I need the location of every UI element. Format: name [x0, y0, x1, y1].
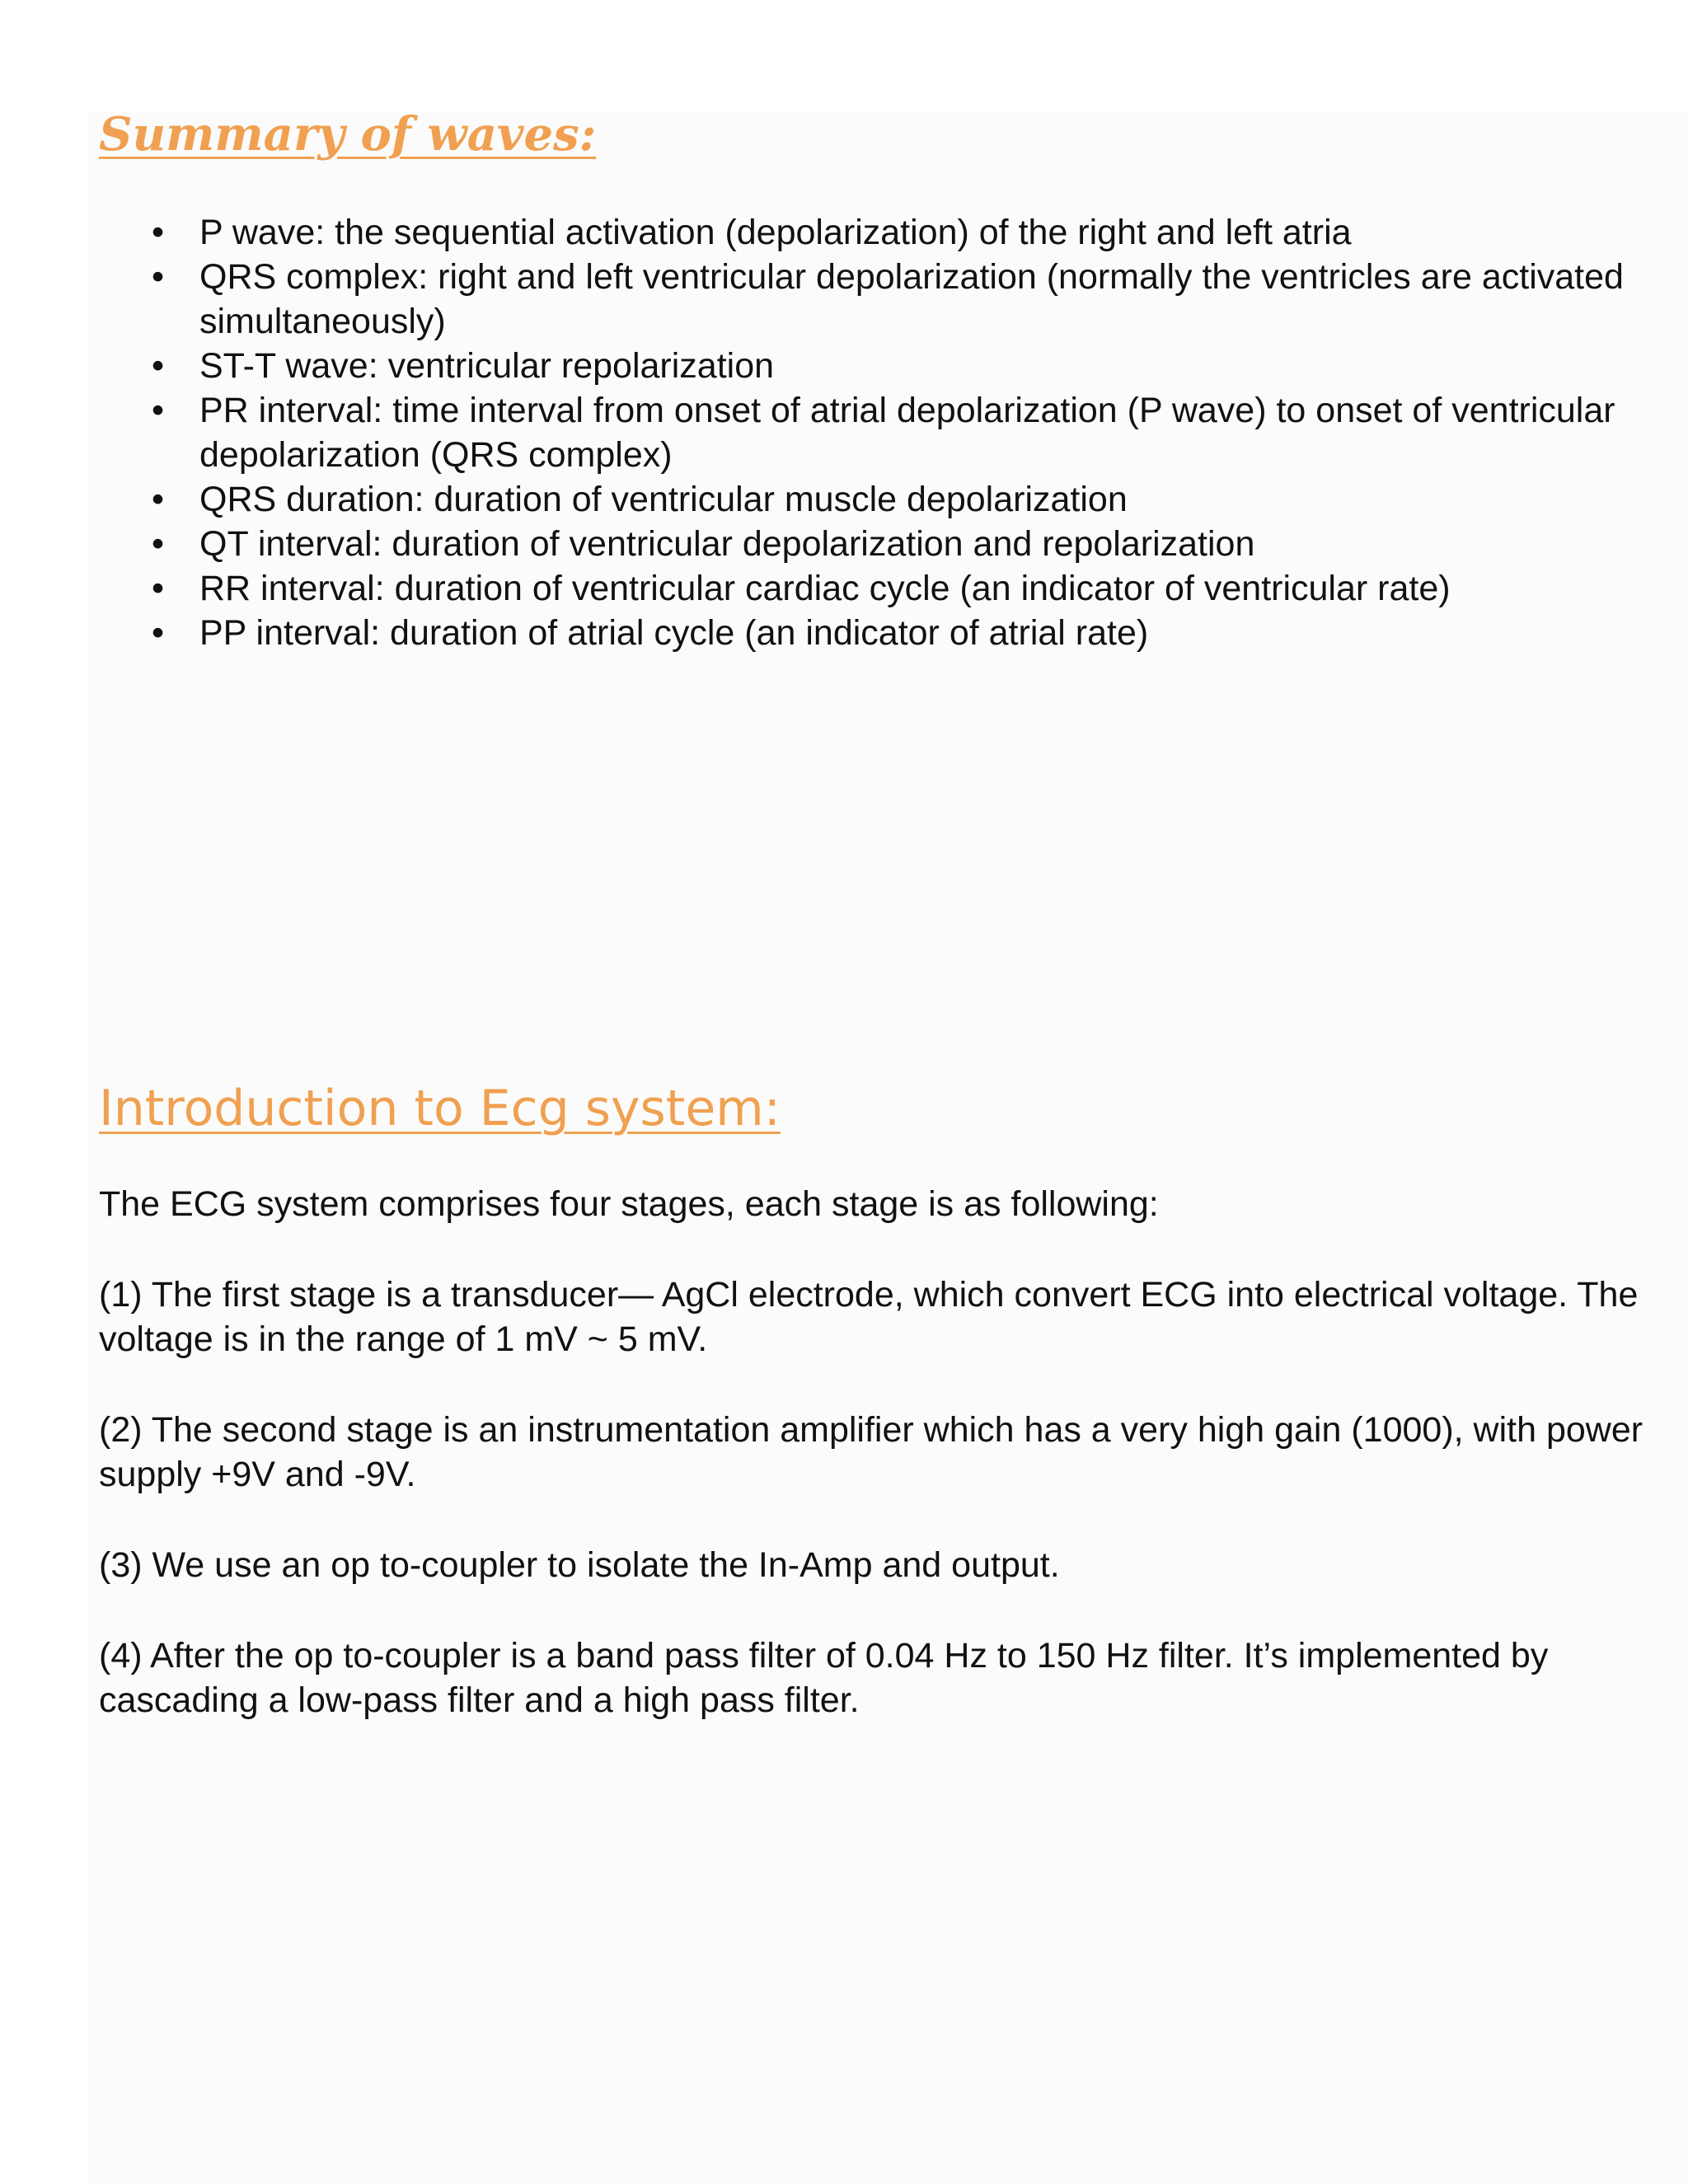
stage-4-paragraph: (4) After the op to-coupler is a band pass filter of 0.04 Hz to 150 Hz filter. It’s implemented by cascading a low-pass filter and a high pass filter. [99, 1636, 1549, 1720]
bullet-icon: • [152, 569, 165, 608]
list-item [99, 566, 1648, 611]
list-item-text: PR interval: time interval from onset of atrial depolarization (P wave) to onset of ventricular depolarization (QRS complex) [199, 391, 1615, 475]
stage-2-paragraph: (2) The second stage is an instrumentation amplifier which has a very high gain (1000), with power supply +9V and -9V. [99, 1410, 1643, 1494]
summary-list [99, 210, 1648, 655]
bullet-icon: • [152, 524, 165, 564]
bullet-icon: • [152, 346, 165, 386]
list-item [99, 210, 1648, 255]
list-item-text: RR interval: duration of ventricular cardiac cycle (an indicator of ventricular rate) [199, 569, 1451, 608]
list-item [99, 344, 1648, 388]
stage-1-paragraph: (1) The first stage is a transducer— AgCl electrode, which convert ECG into electrical voltage. The voltage is in the range of 1 mV ~ 5 mV. [99, 1275, 1639, 1359]
summary-heading: Summary of waves: [99, 107, 597, 162]
list-item-text: P wave: the sequential activation (depolarization) of the right and left atria [199, 213, 1352, 252]
list-item-text: PP interval: duration of atrial cycle (an indicator of atrial rate) [199, 613, 1149, 653]
list-item [99, 522, 1648, 566]
intro-heading: Introduction to Ecg system: [99, 1080, 781, 1137]
list-item-text: QT interval: duration of ventricular depolarization and repolarization [199, 524, 1255, 564]
bullet-icon: • [152, 391, 165, 430]
list-item [99, 477, 1648, 522]
intro-paragraph: The ECG system comprises four stages, each stage is as following: [99, 1184, 1159, 1224]
list-item-text: ST-T wave: ventricular repolarization [199, 346, 775, 386]
list-item [99, 255, 1648, 344]
list-item [99, 611, 1648, 655]
bullet-icon: • [152, 613, 165, 653]
intro-body [99, 1182, 1648, 1722]
bullet-icon: • [152, 213, 165, 252]
list-item-text: QRS complex: right and left ventricular depolarization (normally the ventricles are activated simultaneously) [199, 257, 1624, 341]
list-item [99, 388, 1648, 477]
list-item-text: QRS duration: duration of ventricular muscle depolarization [199, 480, 1128, 519]
bullet-icon: • [152, 257, 165, 297]
bullet-icon: • [152, 480, 165, 519]
stage-3-paragraph: (3) We use an op to-coupler to isolate the In-Amp and output. [99, 1545, 1060, 1585]
